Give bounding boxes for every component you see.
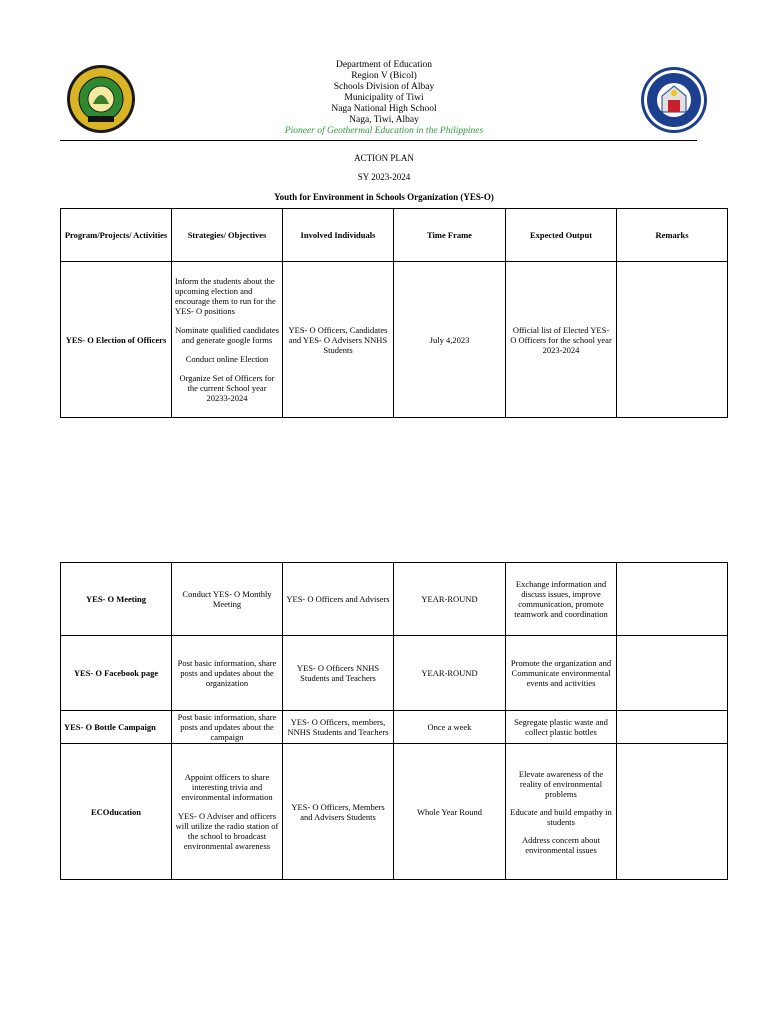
remarks-cell — [617, 636, 728, 711]
involved-cell: YES- O Officers, Candidates and YES- O Advisers NNHS Students — [283, 262, 394, 418]
header-cell: Expected Output — [506, 209, 617, 262]
school-year: SY 2023-2024 — [357, 172, 411, 182]
table-row — [61, 262, 728, 418]
letterhead-tagline: Pioneer of Geothermal Education in the Philippines — [284, 126, 484, 136]
letterhead-line: Naga National High School — [331, 104, 437, 114]
action-plan-table — [60, 208, 728, 418]
strategy-text: Appoint officers to share interesting trivia and environmental information — [181, 772, 273, 802]
table-row — [61, 636, 728, 711]
output-cell — [506, 262, 617, 418]
strategy-text: Nominate qualified candidates and generate google forms — [175, 325, 279, 345]
output-text: Segregate plastic waste and collect plastic bottles — [514, 717, 608, 737]
table-row — [61, 711, 728, 744]
letterhead-line: Department of Education — [335, 60, 433, 70]
strategy-text: Organize Set of Officers for the current School year 20233-2024 — [179, 373, 275, 403]
remarks-cell — [617, 563, 728, 636]
output-cell — [506, 711, 617, 744]
strategies-cell — [172, 262, 283, 418]
program-cell: ECOducation — [61, 744, 172, 880]
program-cell: YES- O Bottle Campaign — [61, 711, 172, 744]
table-row — [61, 563, 728, 636]
output-text: Promote the organization and Communicate environmental events and activities — [510, 658, 612, 688]
program-cell: YES- O Meeting — [61, 563, 172, 636]
timeframe-cell: YEAR-ROUND — [394, 563, 506, 636]
strategy-text: YES- O Adviser and officers will utilize the radio station of the school to broadcast environmental awareness — [175, 811, 279, 851]
output-text: Educate and build empathy in students — [510, 806, 612, 827]
timeframe-cell: Once a week — [394, 711, 506, 744]
output-text: Exchange information and discuss issues, improve communication, promote teamwork and coordination — [514, 579, 608, 619]
header-divider — [60, 140, 697, 141]
remarks-cell — [617, 711, 728, 744]
timeframe-cell: YEAR-ROUND — [394, 636, 506, 711]
strategy-text: Conduct YES- O Monthly Meeting — [182, 589, 272, 609]
output-text: Address concern about environmental issues — [522, 834, 600, 855]
letterhead — [200, 60, 568, 137]
strategy-text: Inform the students about the upcoming election and encourage them to run for the YES- O positions — [175, 276, 276, 316]
letterhead-line: Schools Division of Albay — [333, 82, 435, 92]
letterhead-line: Region V (Bicol) — [351, 71, 417, 81]
program-cell: YES- O Election of Officers — [61, 262, 172, 418]
strategy-text: Conduct online Election — [185, 354, 269, 364]
output-text: Official list of Elected YES- O Officers for the school year 2023-2024 — [510, 324, 612, 355]
output-text: Elevate awareness of the reality of environmental problems — [518, 768, 604, 799]
letterhead-line: Municipality of Tiwi — [344, 93, 424, 103]
letterhead-line: Naga, Tiwi, Albay — [349, 115, 419, 125]
header-cell: Time Frame — [394, 209, 506, 262]
remarks-cell — [617, 262, 728, 418]
remarks-cell — [617, 744, 728, 880]
strategies-cell — [172, 563, 283, 636]
header-cell: Remarks — [617, 209, 728, 262]
timeframe-cell: Whole Year Round — [394, 744, 506, 880]
table-row — [61, 744, 728, 880]
document-title: ACTION PLAN — [354, 153, 414, 163]
involved-cell: YES- O Officers, members, NNHS Students and Teachers — [283, 711, 394, 744]
header-cell: Program/Projects/ Activities — [61, 209, 172, 262]
organization-name: Youth for Environment in Schools Organization (YES-O) — [274, 192, 494, 202]
timeframe-cell: July 4,2023 — [394, 262, 506, 418]
strategies-cell — [172, 744, 283, 880]
action-plan-table-continued — [60, 562, 728, 880]
involved-cell: YES- O Officers, Members and Advisers Students — [283, 744, 394, 880]
strategy-text: Post basic information, share posts and updates about the organization — [177, 658, 277, 688]
strategies-cell — [172, 711, 283, 744]
output-cell — [506, 563, 617, 636]
school-seal-logo — [66, 64, 136, 134]
involved-cell: YES- O Officers NNHS Students and Teachers — [283, 636, 394, 711]
header-cell: Involved Individuals — [283, 209, 394, 262]
involved-cell: YES- O Officers and Advisers — [283, 563, 394, 636]
strategy-text: Post basic information, share posts and updates about the campaign — [177, 712, 277, 742]
strategies-cell — [172, 636, 283, 711]
header-cell: Strategies/ Objectives — [172, 209, 283, 262]
program-cell: YES- O Facebook page — [61, 636, 172, 711]
output-cell — [506, 744, 617, 880]
deped-seal-logo — [640, 66, 708, 134]
table-header-row — [61, 209, 728, 262]
output-cell — [506, 636, 617, 711]
